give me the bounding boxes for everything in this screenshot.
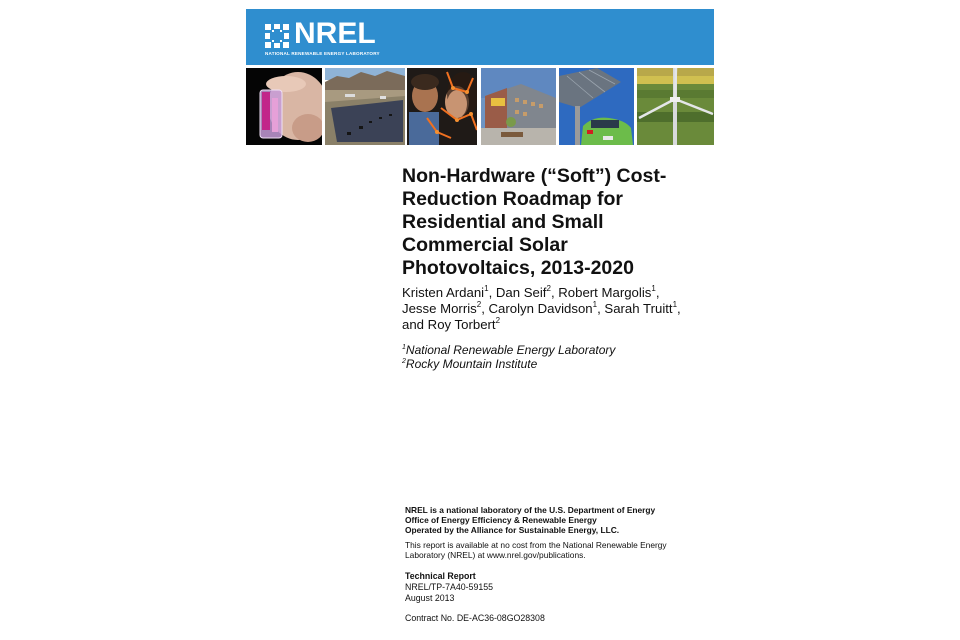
header-banner bbox=[246, 9, 714, 65]
report-title bbox=[402, 165, 702, 280]
title-line: Photovoltaics, 2013-2020 bbox=[402, 257, 634, 279]
author-name: Robert Margolis bbox=[558, 285, 652, 300]
report-info bbox=[405, 571, 705, 604]
author-affiliation-marker: 1 bbox=[672, 300, 678, 309]
availability-note bbox=[405, 540, 705, 560]
photo-vial-in-hand bbox=[246, 68, 322, 145]
author-name: Roy Torbert bbox=[427, 317, 496, 332]
photo-solar-tracker-car bbox=[559, 68, 634, 145]
author-line: and Roy Torbert$^2$ bbox=[402, 316, 501, 332]
photo-solar-field bbox=[325, 68, 405, 145]
nrel-sun-mark-icon bbox=[264, 23, 290, 49]
author-affiliation-marker: 1 bbox=[592, 300, 598, 309]
author-name: Kristen Ardani bbox=[402, 285, 485, 300]
lab-statement-line: Operated by the Alliance for Sustainable Energy, LLC. bbox=[405, 525, 620, 535]
author-name: Carolyn Davidson bbox=[488, 301, 593, 316]
author-name: Sarah Truitt bbox=[604, 301, 673, 316]
lab-statement-line: NREL is a national laboratory of the U.S. Department of Energy bbox=[405, 505, 656, 515]
author-line: Jesse Morris$^2$, Carolyn Davidson$^1$, Sarah Truitt$^1$, bbox=[402, 300, 681, 316]
photo-wind-turbine bbox=[637, 68, 714, 145]
title-line: Non-Hardware (“Soft”) Cost- bbox=[402, 165, 667, 187]
author-list bbox=[402, 285, 722, 333]
report-type: Technical Report bbox=[405, 571, 476, 581]
author-affiliation-marker: 2 bbox=[546, 284, 551, 293]
logo-subtitle: NATIONAL RENEWABLE ENERGY LABORATORY bbox=[265, 51, 380, 56]
photo-building bbox=[481, 68, 556, 145]
affiliation-list bbox=[402, 343, 702, 371]
affiliation-item: $^2$Rocky Mountain Institute bbox=[402, 357, 538, 371]
author-affiliation-marker: 1 bbox=[651, 284, 656, 293]
report-number: NREL/TP-7A40-59155 bbox=[405, 582, 494, 592]
contract-number: Contract No. DE-AC36-08GO28308 bbox=[405, 613, 545, 623]
availability-note-line: This report is available at no cost from the National Renewable Energy bbox=[405, 540, 667, 550]
author-name: Dan Seif bbox=[495, 285, 547, 300]
lab-statement bbox=[405, 505, 705, 535]
author-affiliation-marker: 1 bbox=[484, 284, 489, 293]
title-line: Residential and Small bbox=[402, 211, 604, 233]
lab-statement-line: Office of Energy Efficiency & Renewable Energy bbox=[405, 515, 597, 525]
availability-note-line: Laboratory (NREL) at www.nrel.gov/publications. bbox=[405, 550, 586, 560]
report-date: August 2013 bbox=[405, 593, 455, 603]
author-affiliation-marker: 2 bbox=[495, 316, 501, 325]
author-affiliation-marker: 2 bbox=[476, 300, 482, 309]
title-line: Commercial Solar bbox=[402, 234, 568, 256]
title-line: Reduction Roadmap for bbox=[402, 188, 624, 210]
nrel-logo bbox=[264, 17, 394, 57]
photo-researchers bbox=[407, 68, 477, 145]
author-line: Kristen Ardani$^1$, Dan Seif$^2$, Robert Margolis$^1$, bbox=[402, 284, 660, 300]
author-name: Jesse Morris bbox=[402, 301, 477, 316]
affiliation-item: $^1$National Renewable Energy Laboratory bbox=[402, 343, 616, 357]
logo-wordmark: NREL bbox=[294, 17, 376, 50]
